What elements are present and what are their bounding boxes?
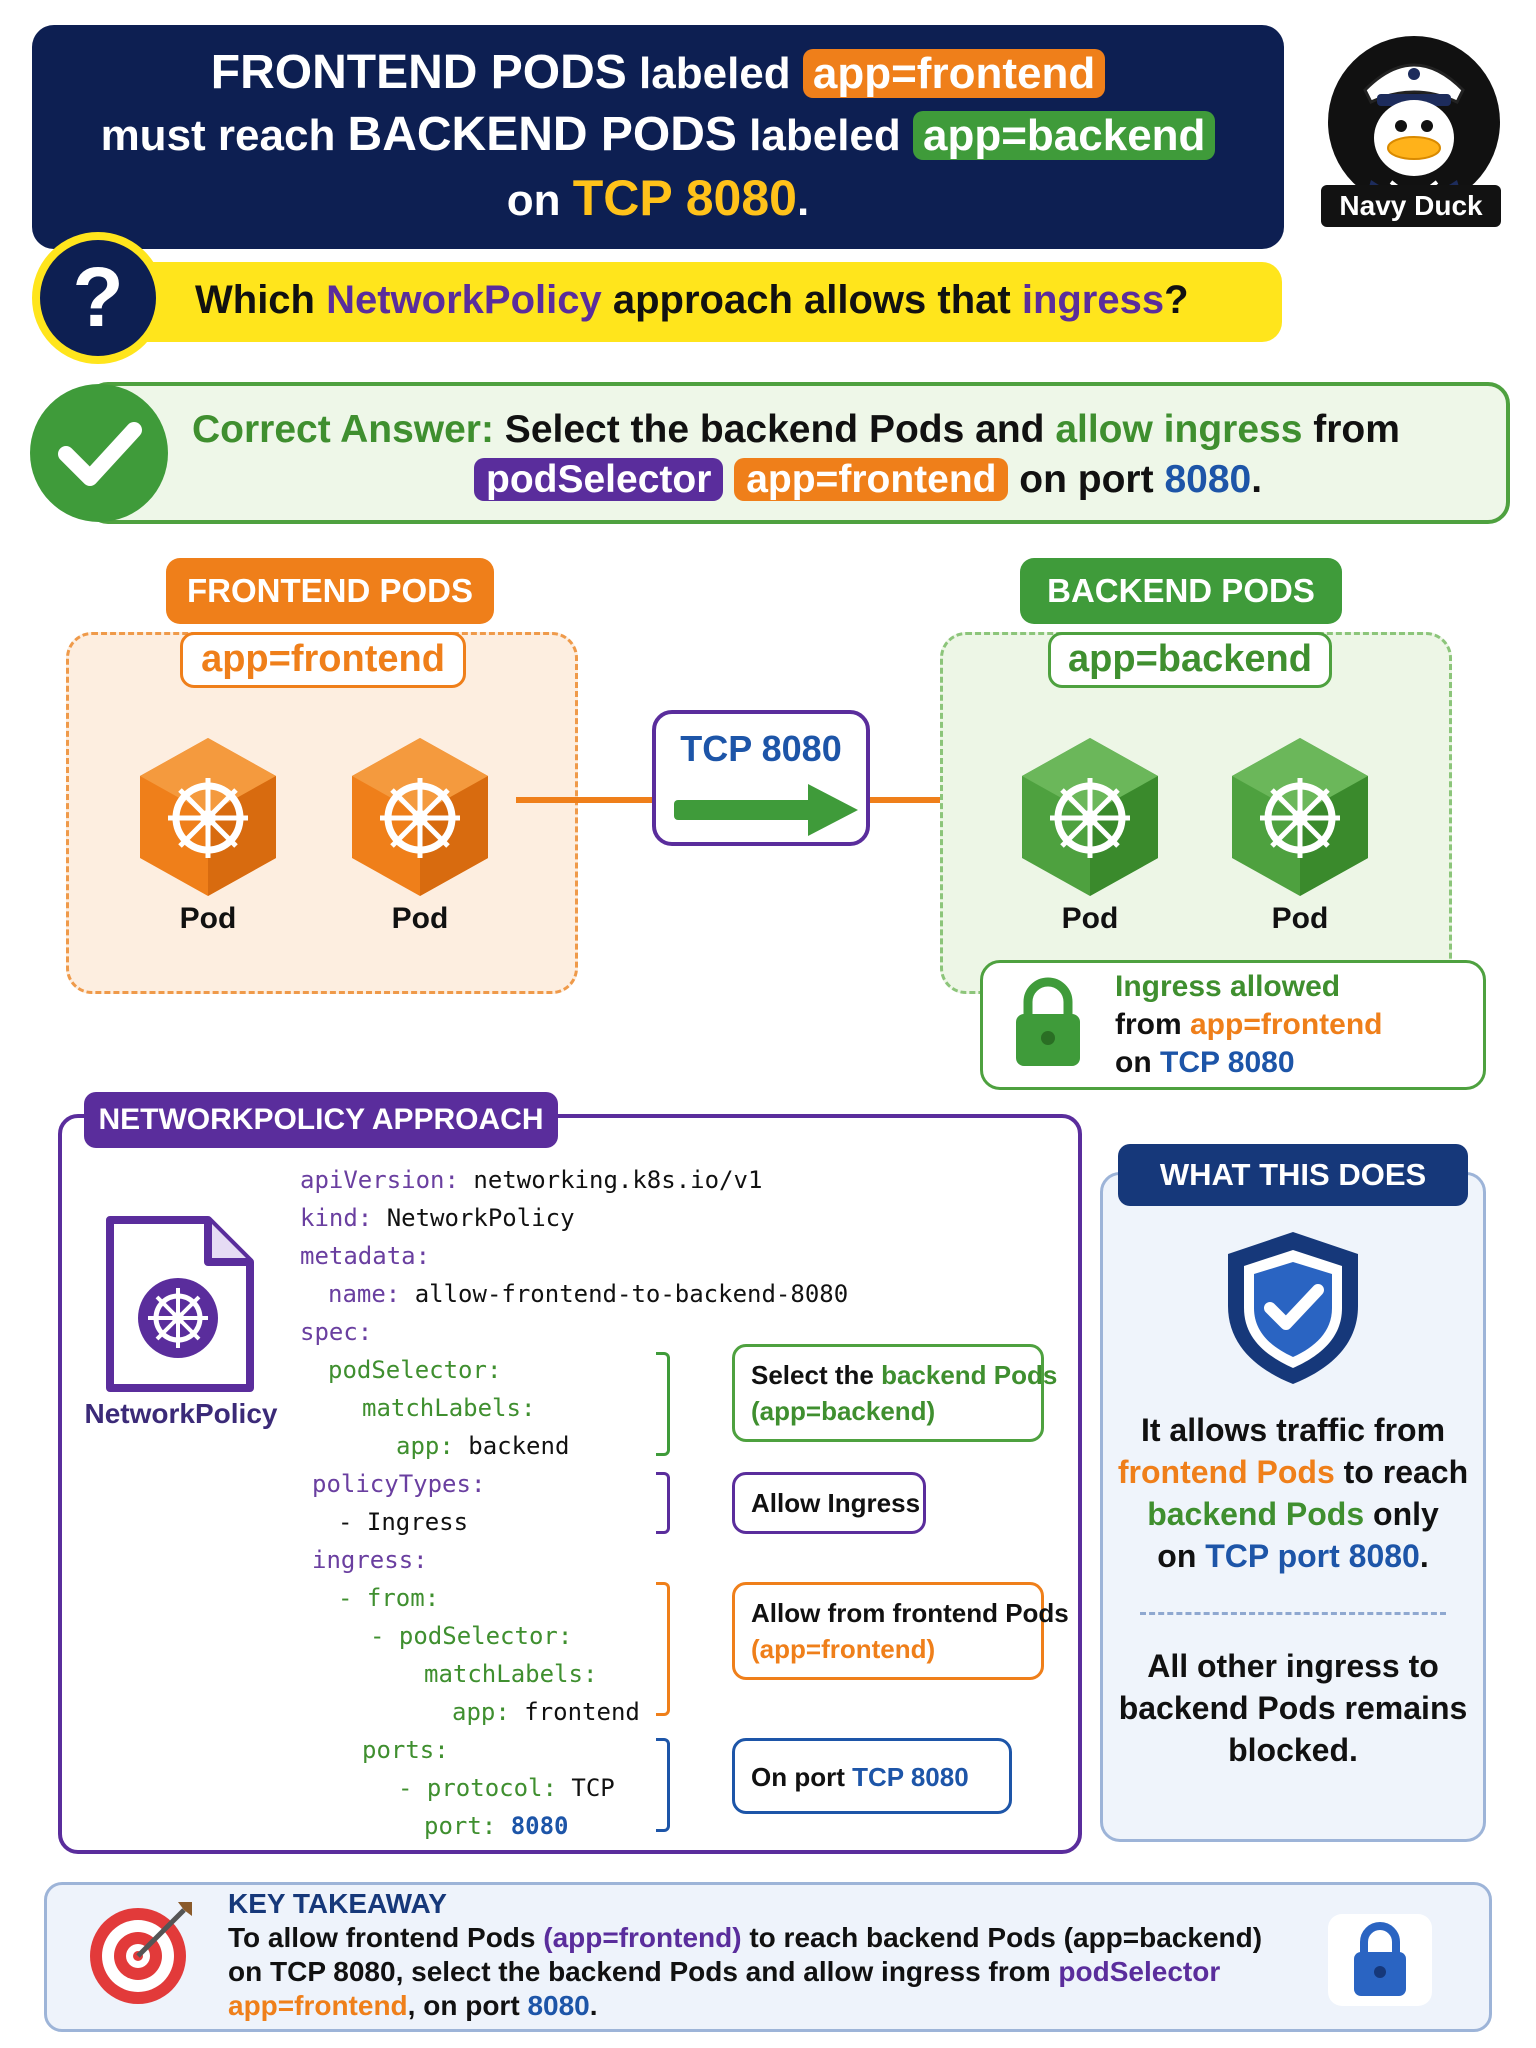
wtd-blocked-line-3: blocked. bbox=[1228, 1732, 1358, 1768]
yaml-app-backend bbox=[396, 1432, 569, 1460]
note-backend-pods: backend Pods bbox=[881, 1360, 1058, 1390]
yaml-kind bbox=[300, 1204, 575, 1232]
ingress-port: TCP 8080 bbox=[1160, 1046, 1295, 1079]
frontend-pod-icon-1 bbox=[138, 738, 278, 898]
wtd-line-2 bbox=[1116, 1454, 1470, 1491]
yaml-podselector-2 bbox=[370, 1622, 572, 1650]
wtd-period: . bbox=[1419, 1538, 1429, 1574]
bracket-ports bbox=[656, 1738, 670, 1832]
ingress-from-line bbox=[1115, 1008, 1383, 1042]
takeaway-podselector: podSelector bbox=[1058, 1956, 1221, 1987]
wtd-line-3 bbox=[1116, 1496, 1470, 1533]
header-on: on bbox=[506, 176, 573, 225]
yaml-app-2-key: app: bbox=[452, 1698, 510, 1726]
yaml-from-key: - from: bbox=[338, 1584, 440, 1612]
networkpolicy-document-icon bbox=[104, 1214, 256, 1394]
yaml-app-frontend bbox=[452, 1698, 640, 1726]
wtd-blocked-line-2: backend Pods remains bbox=[1118, 1690, 1468, 1726]
yaml-spec bbox=[300, 1318, 372, 1346]
networkpolicy-tab: NETWORKPOLICY APPROACH bbox=[84, 1092, 558, 1148]
shield-check-icon bbox=[1222, 1228, 1364, 1388]
yaml-port bbox=[424, 1812, 569, 1840]
wtd-to-reach: to reach bbox=[1334, 1454, 1469, 1490]
ingress-from: from bbox=[1115, 1008, 1190, 1041]
yaml-from bbox=[338, 1584, 439, 1612]
takeaway-to-reach: to reach backend Pods bbox=[741, 1922, 1064, 1953]
takeaway-frontend-label: app=frontend bbox=[228, 1990, 408, 2021]
tcp-8080-label: TCP 8080 bbox=[680, 728, 842, 769]
yaml-policytypes-ingress bbox=[338, 1508, 468, 1536]
yaml-matchlabels-key: matchLabels: bbox=[362, 1394, 536, 1422]
takeaway-on-port: , on port bbox=[407, 1990, 528, 2021]
note-app-backend: (app=backend) bbox=[751, 1396, 936, 1426]
backend-pod-label-2: Pod bbox=[1271, 902, 1329, 935]
question-mark-icon: ? bbox=[32, 232, 164, 364]
takeaway-line-2 bbox=[228, 1956, 1220, 1988]
answer-on-port: on port bbox=[1008, 458, 1165, 501]
yaml-matchlabels-2-key: matchLabels: bbox=[424, 1660, 598, 1688]
answer-box bbox=[86, 382, 1510, 524]
yaml-ingress bbox=[312, 1546, 428, 1574]
header-backend-label-pill: app=backend bbox=[913, 111, 1215, 160]
yaml-metadata-key: metadata: bbox=[300, 1242, 431, 1270]
lock-icon bbox=[1012, 976, 1084, 1068]
yaml-ingress-key: ingress: bbox=[312, 1546, 428, 1574]
backend-pod-label-1: Pod bbox=[1061, 902, 1119, 935]
frontend-label-pill: app=frontend bbox=[180, 632, 466, 688]
header-tcp-port: TCP 8080 bbox=[572, 170, 797, 226]
answer-correct-label: Correct Answer: bbox=[192, 408, 494, 451]
yaml-protocol bbox=[398, 1774, 615, 1802]
answer-frontend-pill: app=frontend bbox=[734, 458, 1008, 501]
takeaway-select-backend: , select the backend Pods and allow ingress from bbox=[395, 1956, 1059, 1987]
padlock-icon bbox=[1350, 1920, 1410, 1998]
mascot-label: Navy Duck bbox=[1321, 185, 1501, 227]
frontend-pod-label-1: Pod bbox=[179, 902, 237, 935]
takeaway-line-1 bbox=[228, 1922, 1262, 1954]
takeaway-on: on bbox=[228, 1956, 270, 1987]
networkpolicy-document-label: NetworkPolicy bbox=[84, 1398, 278, 1429]
takeaway-period: . bbox=[589, 1990, 598, 2021]
takeaway-line-3 bbox=[228, 1990, 598, 2022]
ingress-allowed-title: Ingress allowed bbox=[1115, 970, 1341, 1003]
note-on-port-text: On port bbox=[751, 1762, 853, 1792]
bracket-from bbox=[656, 1582, 670, 1716]
note-tcp-8080: TCP 8080 bbox=[852, 1762, 969, 1792]
frontend-pod-icon-2 bbox=[350, 738, 490, 898]
answer-from: from bbox=[1302, 408, 1400, 451]
yaml-kind-value: NetworkPolicy bbox=[372, 1204, 575, 1232]
yaml-matchlabels-2 bbox=[424, 1660, 597, 1688]
header-banner bbox=[32, 25, 1284, 249]
question-networkpolicy: NetworkPolicy bbox=[326, 278, 602, 322]
wtd-only: only bbox=[1364, 1496, 1439, 1532]
takeaway-tcp-8080: TCP 8080 bbox=[270, 1956, 396, 1987]
question-mark-end: ? bbox=[1164, 278, 1189, 322]
yaml-name-value: allow-frontend-to-backend-8080 bbox=[400, 1280, 849, 1308]
right-arrow-icon bbox=[672, 782, 862, 838]
frontend-pods-tab: FRONTEND PODS bbox=[166, 558, 494, 624]
yaml-app-frontend-value: frontend bbox=[509, 1698, 640, 1726]
note-app-frontend: (app=frontend) bbox=[751, 1634, 936, 1664]
yaml-apiversion-key: apiVersion: bbox=[300, 1166, 459, 1194]
yaml-apiversion bbox=[300, 1166, 762, 1194]
yaml-metadata bbox=[300, 1242, 430, 1270]
header-must-reach: must reach bbox=[100, 111, 348, 160]
header-line-3 bbox=[32, 169, 1284, 227]
header-labeled-2: labeled bbox=[736, 111, 913, 160]
answer-port-number: 8080 bbox=[1164, 458, 1252, 501]
ingress-port-line bbox=[1115, 1046, 1295, 1080]
yaml-port-key: port: bbox=[424, 1812, 497, 1840]
yaml-ports-key: ports: bbox=[362, 1736, 449, 1764]
takeaway-app-backend: (app=backend) bbox=[1063, 1922, 1263, 1953]
backend-label-pill: app=backend bbox=[1048, 632, 1332, 688]
header-frontend-label-pill: app=frontend bbox=[803, 49, 1105, 98]
yaml-matchlabels bbox=[362, 1394, 535, 1422]
target-icon bbox=[86, 1898, 196, 2008]
yaml-apiversion-value: networking.k8s.io/v1 bbox=[458, 1166, 763, 1194]
bracket-policytypes bbox=[656, 1472, 670, 1534]
question-ingress: ingress bbox=[1021, 278, 1165, 322]
wtd-backend-pods: backend Pods bbox=[1147, 1496, 1365, 1532]
question-text bbox=[195, 278, 1189, 323]
yaml-kind-key: kind: bbox=[300, 1204, 373, 1232]
yaml-podselector bbox=[328, 1356, 501, 1384]
yaml-app-key: app: bbox=[396, 1432, 454, 1460]
header-line-1 bbox=[32, 45, 1284, 100]
yaml-protocol-value: TCP bbox=[556, 1774, 615, 1802]
note-select-backend-line1 bbox=[751, 1357, 1058, 1393]
backend-pods-tab: BACKEND PODS bbox=[1020, 558, 1342, 624]
what-this-does-tab: WHAT THIS DOES bbox=[1118, 1144, 1468, 1206]
yaml-podselector-key: podSelector: bbox=[328, 1356, 502, 1384]
takeaway-to-allow: To allow frontend Pods bbox=[228, 1922, 544, 1953]
takeaway-app-frontend: (app=frontend) bbox=[543, 1922, 742, 1953]
wtd-blocked-line-1: All other ingress to bbox=[1147, 1648, 1439, 1684]
answer-period: . bbox=[1251, 458, 1263, 501]
key-takeaway-title: KEY TAKEAWAY bbox=[228, 1888, 447, 1919]
yaml-ports bbox=[362, 1736, 449, 1764]
yaml-name bbox=[328, 1280, 848, 1308]
wtd-frontend-pods: frontend Pods bbox=[1117, 1454, 1335, 1490]
wtd-tcp-port: TCP port 8080 bbox=[1205, 1538, 1420, 1574]
header-frontend-pods: FRONTEND PODS bbox=[210, 46, 627, 99]
note-allow-ingress: Allow Ingress bbox=[732, 1472, 926, 1534]
yaml-name-key: name: bbox=[328, 1280, 401, 1308]
answer-line-2 bbox=[474, 458, 1262, 502]
yaml-spec-key: spec: bbox=[300, 1318, 373, 1346]
header-period: . bbox=[796, 176, 810, 225]
wtd-divider bbox=[1140, 1612, 1446, 1615]
yaml-app-backend-value: backend bbox=[453, 1432, 570, 1460]
backend-pod-icon-1 bbox=[1020, 738, 1160, 898]
yaml-policytypes-key: policyTypes: bbox=[312, 1470, 486, 1498]
yaml-port-value: 8080 bbox=[496, 1812, 569, 1840]
question-which: Which bbox=[195, 278, 327, 322]
ingress-on: on bbox=[1115, 1046, 1160, 1079]
bracket-podselector bbox=[656, 1352, 670, 1456]
header-backend-pods: BACKEND PODS bbox=[347, 108, 737, 161]
yaml-policytypes bbox=[312, 1470, 485, 1498]
backend-pod-icon-2 bbox=[1230, 738, 1370, 898]
takeaway-port-number: 8080 bbox=[527, 1990, 590, 2021]
wtd-line-1: It allows traffic from bbox=[1140, 1412, 1446, 1448]
wtd-line-4 bbox=[1116, 1538, 1470, 1575]
checkmark-icon bbox=[30, 384, 168, 522]
yaml-policytypes-value: - Ingress bbox=[338, 1508, 469, 1536]
note-allow-from-frontend bbox=[732, 1582, 1069, 1680]
header-line-2 bbox=[32, 107, 1284, 162]
answer-select-backend: Select the backend Pods and bbox=[493, 408, 1056, 451]
answer-allow-ingress: allow ingress bbox=[1055, 408, 1303, 451]
answer-podselector-pill: podSelector bbox=[474, 458, 723, 501]
wtd-on: on bbox=[1157, 1538, 1206, 1574]
yaml-protocol-key: - protocol: bbox=[398, 1774, 557, 1802]
note-select-backend bbox=[732, 1344, 1058, 1442]
question-approach: approach allows that bbox=[601, 278, 1022, 322]
note-select-the: Select the bbox=[751, 1360, 882, 1390]
note-on-port bbox=[732, 1738, 1012, 1814]
yaml-podselector-2-key: - podSelector: bbox=[370, 1622, 573, 1650]
ingress-from-label: app=frontend bbox=[1190, 1008, 1383, 1041]
frontend-pod-label-2: Pod bbox=[391, 902, 449, 935]
header-labeled: labeled bbox=[626, 49, 803, 98]
note-allow-from-frontend-line1: Allow from frontend Pods bbox=[751, 1598, 1069, 1628]
answer-line-1 bbox=[192, 408, 1400, 452]
